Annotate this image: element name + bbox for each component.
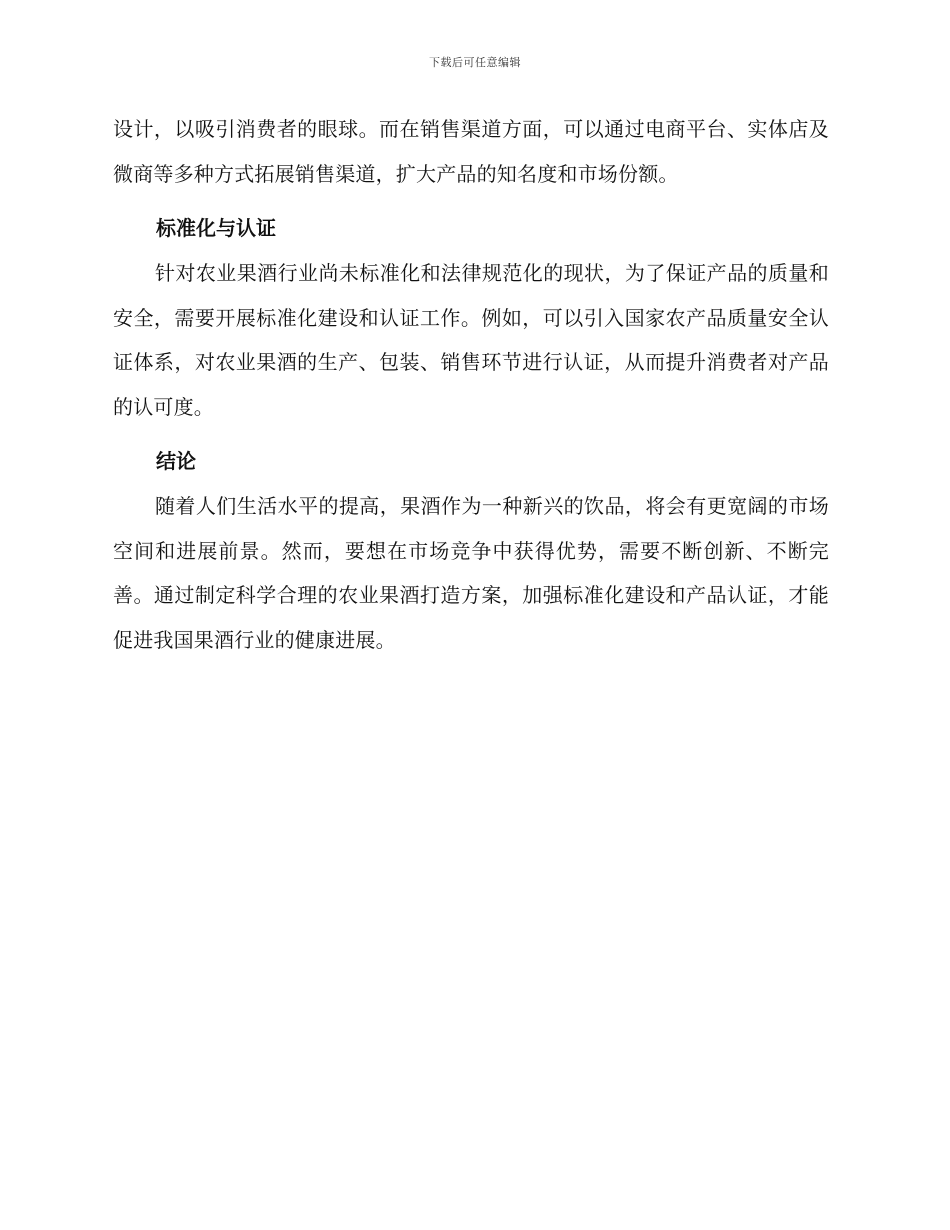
section-heading-conclusion: 结论 — [156, 449, 196, 473]
section-heading-standardization: 标准化与认证 — [156, 216, 276, 240]
document-body — [113, 107, 829, 662]
paragraph-standardization: 针对农业果酒行业尚未标准化和法律规范化的现状，为了保证产品的质量和安全，需要开展标准化建设和认证工作。例如，可以引入国家农产品质量安全认证体系，对农业果酒的生产、包装、销售环节进行认证，从而提升消费者对产品的认可度。 — [113, 261, 829, 419]
paragraph-continued: 设计，以吸引消费者的眼球。而在销售渠道方面，可以通过电商平台、实体店及微商等多种方式拓展销售渠道，扩大产品的知名度和市场份额。 — [113, 117, 829, 186]
page-header: 下载后可任意编辑 — [429, 56, 521, 69]
paragraph-conclusion: 随着人们生活水平的提高，果酒作为一种新兴的饮品，将会有更宽阔的市场空间和进展前景。然而，要想在市场竞争中获得优势，需要不断创新、不断完善。通过制定科学合理的农业果酒打造方案，加强标准化建设和产品认证，才能促进我国果酒行业的健康进展。 — [113, 494, 829, 652]
